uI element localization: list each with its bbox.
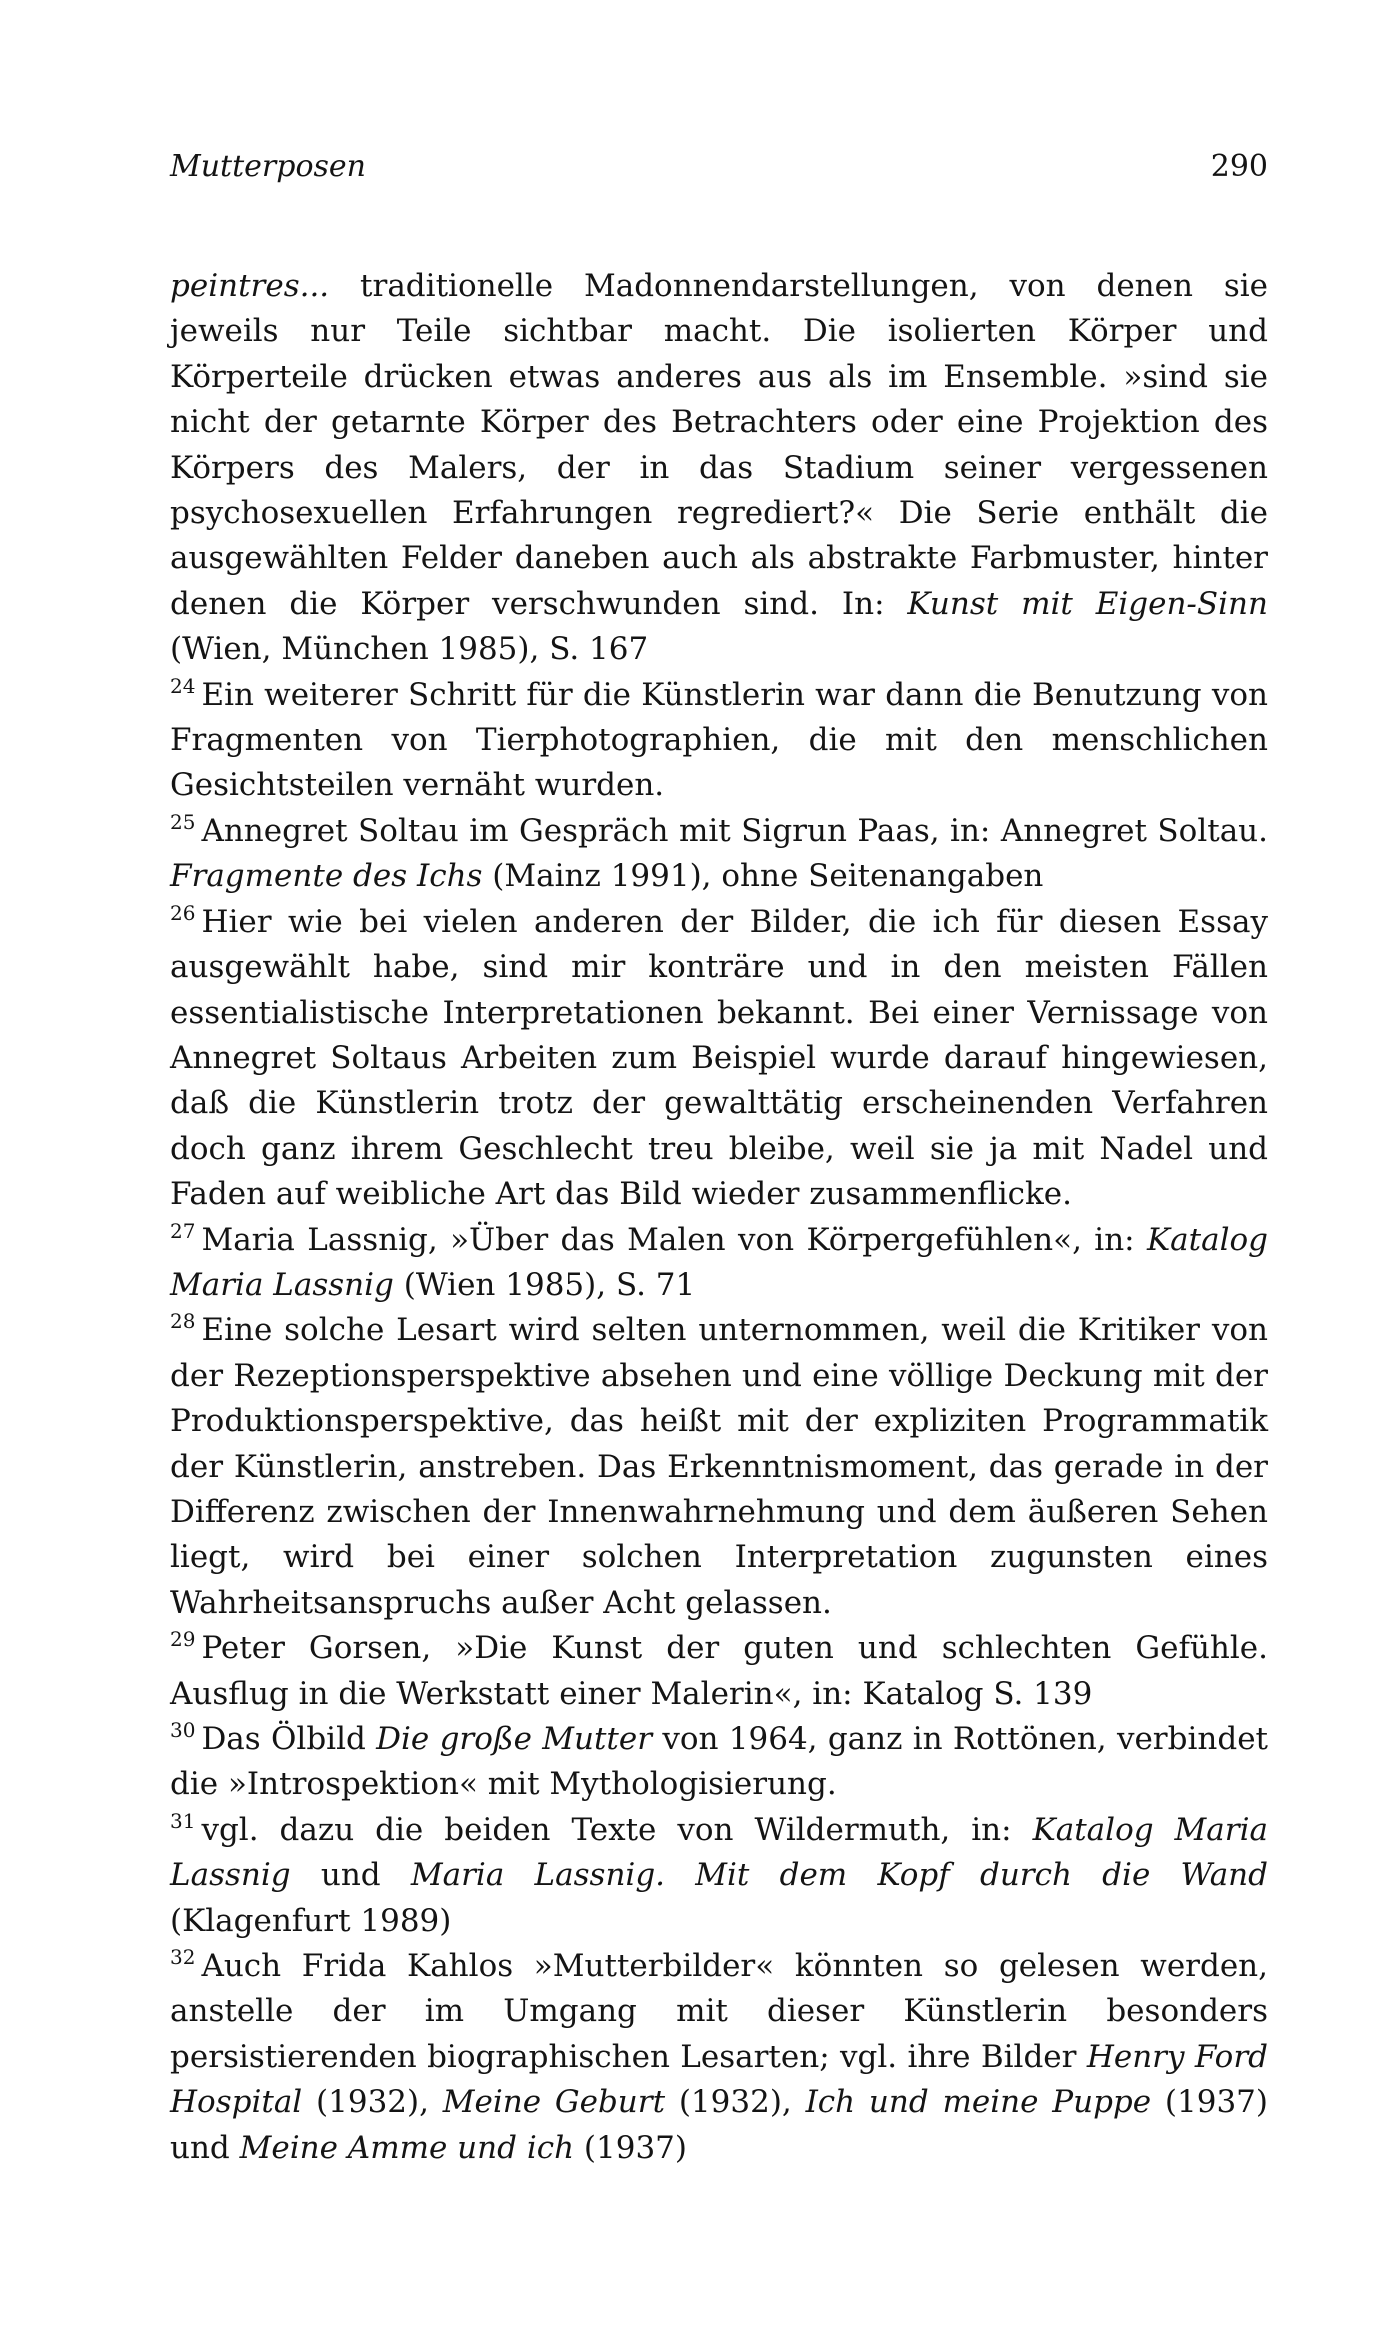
italic-segment: Maria Lassnig. Mit dem Kopf durch die Wand <box>410 1857 1268 1894</box>
footnote-25 <box>170 809 1268 900</box>
note-text <box>170 1630 1268 1711</box>
note-number: 27 <box>170 1218 196 1243</box>
italic-segment: Henry Ford Hospital <box>170 2038 1268 2121</box>
text-segment: (1937) und <box>170 2084 1268 2166</box>
footnote-27 <box>170 1218 1268 1309</box>
note-number: 31 <box>170 1808 196 1833</box>
note-text <box>170 1721 1268 1802</box>
note-number: 26 <box>170 900 196 925</box>
note-number: 25 <box>170 809 196 834</box>
note-text <box>170 268 1268 667</box>
note-number: 29 <box>170 1627 196 1652</box>
italic-segment: peintres... <box>170 268 330 304</box>
text-segment: (Wien, München 1985), S. 167 <box>170 631 649 668</box>
note-text <box>170 904 1268 1212</box>
text-segment: von 1964, ganz in Rottönen, verbindet die »Introspektion« mit Mythologisierung. <box>170 1721 1268 1803</box>
text-segment: (Klagenfurt 1989) <box>170 1902 452 1939</box>
note-number: 28 <box>170 1309 196 1334</box>
note-text <box>170 1312 1268 1620</box>
note-text <box>170 813 1268 894</box>
text-segment: Ein weiterer Schritt für die Künstlerin war dann die Benutzung von Fragmenten von Tierphotographien, die mit den menschlichen Gesichtsteilen vernäht wurden. <box>170 676 1268 804</box>
footnotes-block <box>170 264 1268 2171</box>
text-segment: Das Ölbild <box>201 1721 377 1757</box>
text-segment: (1932), <box>302 2084 443 2121</box>
footnote-continued <box>170 264 1268 673</box>
note-number: 24 <box>170 673 196 698</box>
page-number: 290 <box>1210 149 1268 184</box>
text-segment: Hier wie bei vielen anderen der Bilder, die ich für diesen Essay ausgewählt habe, sind mir konträre und in den meisten Fällen essentialistische Interpretationen bekannt. Bei einer Vernissage von Annegret Soltaus Arbeiten zum Beispiel wurde darauf hingewiesen, daß die Künstlerin trotz der gewalttätig erscheinenden Verfahren doch ganz ihrem Geschlecht treu bleibe, weil sie ja mit Nadel und Faden auf weibliche Art das Bild wieder zusammenflicke. <box>170 903 1268 1213</box>
note-text <box>170 1948 1268 2166</box>
footnote-26 <box>170 900 1268 1218</box>
text-segment: Annegret Soltau im Gespräch mit Sigrun Paas, in: Annegret Soltau. <box>201 812 1268 849</box>
italic-segment: Kunst mit Eigen-Sinn <box>907 585 1268 622</box>
text-segment: (Mainz 1991), ohne Seitenangaben <box>482 858 1044 895</box>
italic-segment: Fragmente des Ichs <box>170 858 483 895</box>
note-number: 32 <box>170 1945 196 1970</box>
footnote-32 <box>170 1944 1268 2171</box>
text-segment: Auch Frida Kahlos »Mutterbilder« könnten so gelesen werden, anstelle der im Umgang mit dieser Künstlerin besonders persistierenden biographischen Lesarten; vgl. ihre Bilder <box>170 1948 1268 2075</box>
text-segment: (1932), <box>665 2084 806 2121</box>
text-segment: und <box>290 1857 411 1894</box>
text-segment: Maria Lassnig, »Über das Malen von Körpergefühlen«, in: <box>201 1221 1147 1258</box>
running-head <box>170 142 1268 192</box>
text-segment: Eine solche Lesart wird selten unternommen, weil die Kritiker von der Rezeptionsperspektive absehen und eine völlige Deckung mit der Produktionsperspektive, das heißt mit der expliziten Programmatik der Künstlerin, anstreben. Das Erkenntnismoment, das gerade in der Differenz zwischen der Innenwahrnehmung und dem äußeren Sehen liegt, wird bei einer solchen Interpretation zugunsten eines Wahrheitsanspruchs außer Acht gelassen. <box>170 1312 1268 1621</box>
note-text <box>170 1812 1268 1939</box>
text-segment: (1937) <box>574 2129 687 2166</box>
text-segment: vgl. dazu die beiden Texte von Wildermuth, in: <box>201 1811 1033 1848</box>
note-text <box>170 677 1268 804</box>
footnote-30 <box>170 1717 1268 1808</box>
text-segment: (Wien 1985), S. 71 <box>393 1266 696 1303</box>
italic-segment: Katalog Maria Lassnig <box>170 1811 1269 1894</box>
text-segment: traditionelle Madonnendarstellungen, von denen sie jeweils nur Teile sichtbar macht. Die isolierten Körper und Körperteile drücken etwas anderes aus als im Ensemble. »sind sie nicht der getarnte Körper des Betrachters oder eine Projektion des Körpers des Malers, der in das Stadium seiner vergessenen psychosexuellen Erfahrungen regrediert?« Die Serie enthält die ausgewählten Felder daneben auch als abstrakte Farbmuster, hinter denen die Körper verschwunden sind. In: <box>170 268 1268 622</box>
footnote-31 <box>170 1808 1268 1944</box>
italic-segment: Meine Amme und ich <box>239 2129 575 2166</box>
italic-segment: Ich und meine Puppe <box>805 2084 1152 2121</box>
running-title: Mutterposen <box>170 149 366 184</box>
text-segment: Peter Gorsen, »Die Kunst der guten und schlechten Gefühle. Ausflug in die Werkstatt einer Malerin«, in: Katalog S. 139 <box>170 1630 1268 1712</box>
footnote-24 <box>170 673 1268 809</box>
note-text <box>170 1222 1268 1303</box>
italic-segment: Meine Geburt <box>442 2084 666 2121</box>
italic-segment: Die große Mutter <box>376 1721 653 1757</box>
footnote-29 <box>170 1626 1268 1717</box>
italic-segment: Katalog Maria Lassnig <box>170 1221 1268 1303</box>
note-number: 30 <box>170 1718 196 1742</box>
footnote-28 <box>170 1308 1268 1626</box>
